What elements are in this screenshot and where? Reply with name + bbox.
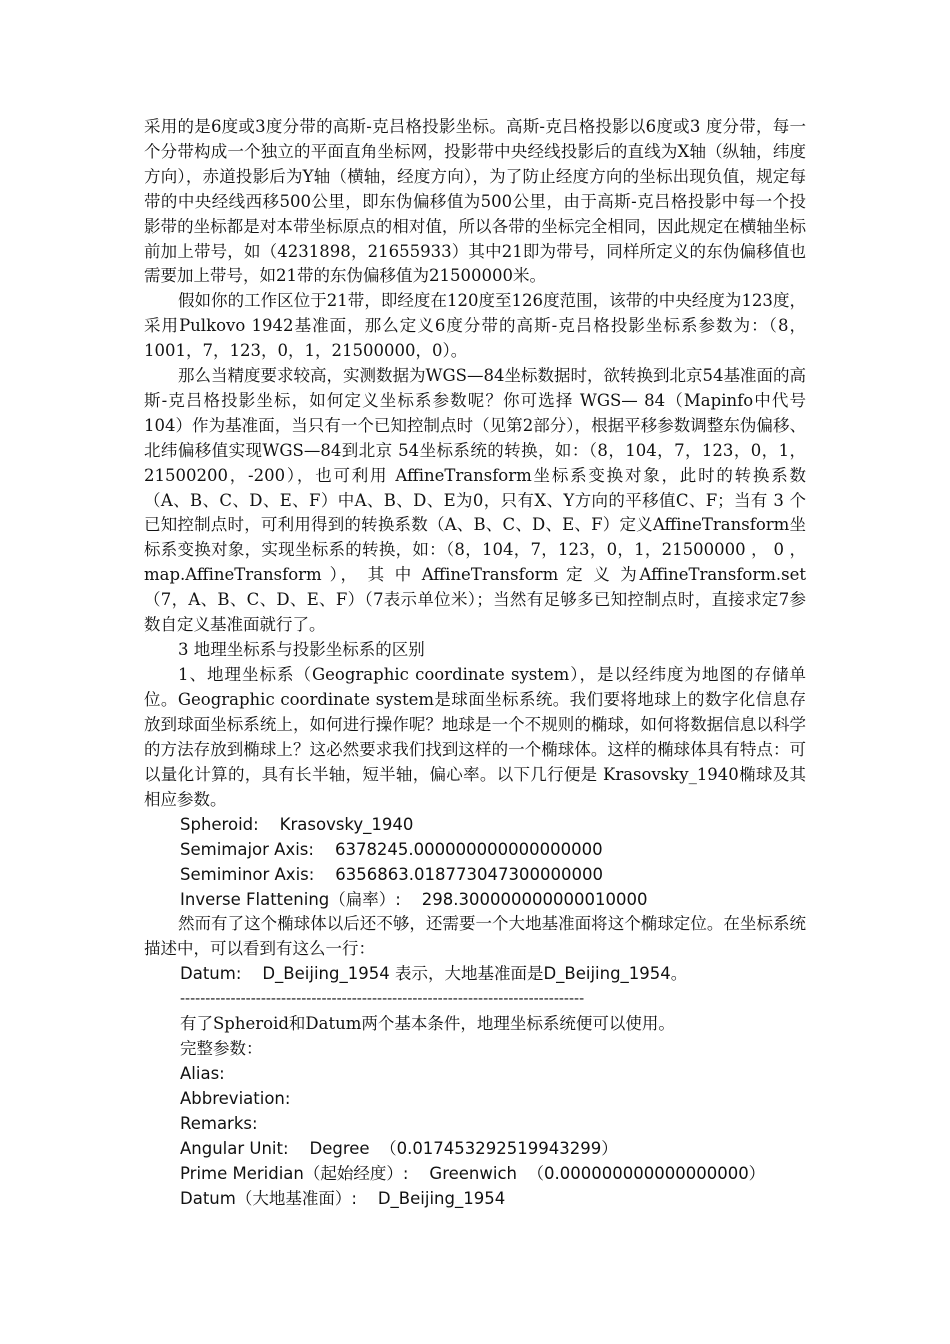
paragraph-zone-21-example: 假如你的工作区位于21带，即经度在120度至126度范围，该带的中央经度为123度，采用Pulkovo 1942基准面，那么定义6度分带的高斯-克吕格投影坐标系参数为：（8，1001，7，123，0，1，21500000，0）。 [144, 291, 806, 360]
separator-line: -------------------------------------------------------------------------------- [180, 991, 585, 1007]
semimajor-axis-line: Semimajor Axis: 6378245.000000000000000000 [180, 840, 603, 859]
paragraph-geographic-coordinate-system: 1、地理坐标系（Geographic coordinate system），是以经纬度为地图的存储单位。Geographic coordinate system是球面坐标系统。我们要将地球上的数字化信息存放到球面坐标系统上，如何进行操作呢？地球是一个不规则的椭球，如何将数据信息以科学的方法存放到椭球上？这必然要求我们找到这样的一个椭球体。这样的椭球体具有特点：可以量化计算的，具有长半轴，短半轴，偏心率。以下几行便是 Krasovsky_1940椭球及其相应参数。 [144, 665, 806, 809]
paragraph-gauss-kruger-intro: 采用的是6度或3度分带的高斯-克吕格投影坐标。高斯-克吕格投影以6度或3 度分带，每一个分带构成一个独立的平面直角坐标网，投影带中央经线投影后的直线为X轴（纵轴，纬度方向），赤道投影后为Y轴（横轴，经度方向），为了防止经度方向的坐标出现负值，规定每带的中央经线西移500公里，即东伪偏移值为500公里，由于高斯-克吕格投影中每一个投影带的坐标都是对本带坐标原点的相对值，所以各带的坐标完全相同，因此规定在横轴坐标前加上带号，如（4231898，21655933）其中21即为带号，同样所定义的东伪偏移值也需要加上带号，如21带的东伪偏移值为21500000米。 [144, 117, 806, 286]
semiminor-axis-line: Semiminor Axis: 6356863.018773047300000000 [180, 865, 603, 884]
inverse-flattening-line: Inverse Flattening（扁率）: 298.300000000000010000 [180, 890, 648, 909]
paragraph-datum-intro: 然而有了这个椭球体以后还不够，还需要一个大地基准面将这个椭球定位。在坐标系统描述中，可以看到有这么一行： [144, 914, 806, 958]
paragraph-wgs84-conversion: 那么当精度要求较高，实测数据为WGS—84坐标数据时，欲转换到北京54基准面的高斯-克吕格投影坐标，如何定义坐标系参数呢？你可选择 WGS— 84（Mapinfo中代号104）作为基准面，当只有一个已知控制点时（见第2部分），根据平移参数调整东伪偏移、北纬偏移值实现WGS—84到北京 54坐标系统的转换，如：（8，104，7，123，0，1，21500200，-200），也可利用 AffineTransform坐标系变换对象，此时的转换系数（A、B、C、D、E、F）中A、B、D、E为0，只有X、Y方向的平移值C、F；当有 3 个已知控制点时，可利用得到的转换系数（A、B、C、D、E、F）定义AffineTransform坐标系变换对象，实现坐标系的转换，如：（8，104，7，123，0，1，21500000 ， 0 ， map.AffineTransform ）， 其 中 AffineTransform 定 义 为AffineTransform.set（7，A、B、C、D、E、F）（7表示单位米）；当然有足够多已知控制点时，直接求定7参数自定义基准面就行了。 [144, 366, 806, 635]
angular-unit-line: Angular Unit: Degree （0.017453292519943299） [180, 1139, 618, 1158]
spheroid-name-line: Spheroid: Krasovsky_1940 [180, 815, 414, 834]
section-heading-3: 3 地理坐标系与投影坐标系的区别 [178, 640, 425, 659]
datum-parameter-line: Datum（大地基准面）: D_Beijing_1954 [180, 1189, 506, 1208]
summary-line: 有了Spheroid和Datum两个基本条件，地理坐标系统便可以使用。 [180, 1014, 675, 1033]
datum-line: Datum: D_Beijing_1954 表示，大地基准面是D_Beijing_1954。 [180, 964, 688, 983]
abbreviation-line: Abbreviation: [180, 1089, 291, 1108]
full-parameters-label: 完整参数： [180, 1039, 263, 1058]
alias-line: Alias: [180, 1064, 225, 1083]
prime-meridian-line: Prime Meridian（起始经度）: Greenwich （0.000000000000000000） [180, 1164, 766, 1183]
remarks-line: Remarks: [180, 1114, 258, 1133]
